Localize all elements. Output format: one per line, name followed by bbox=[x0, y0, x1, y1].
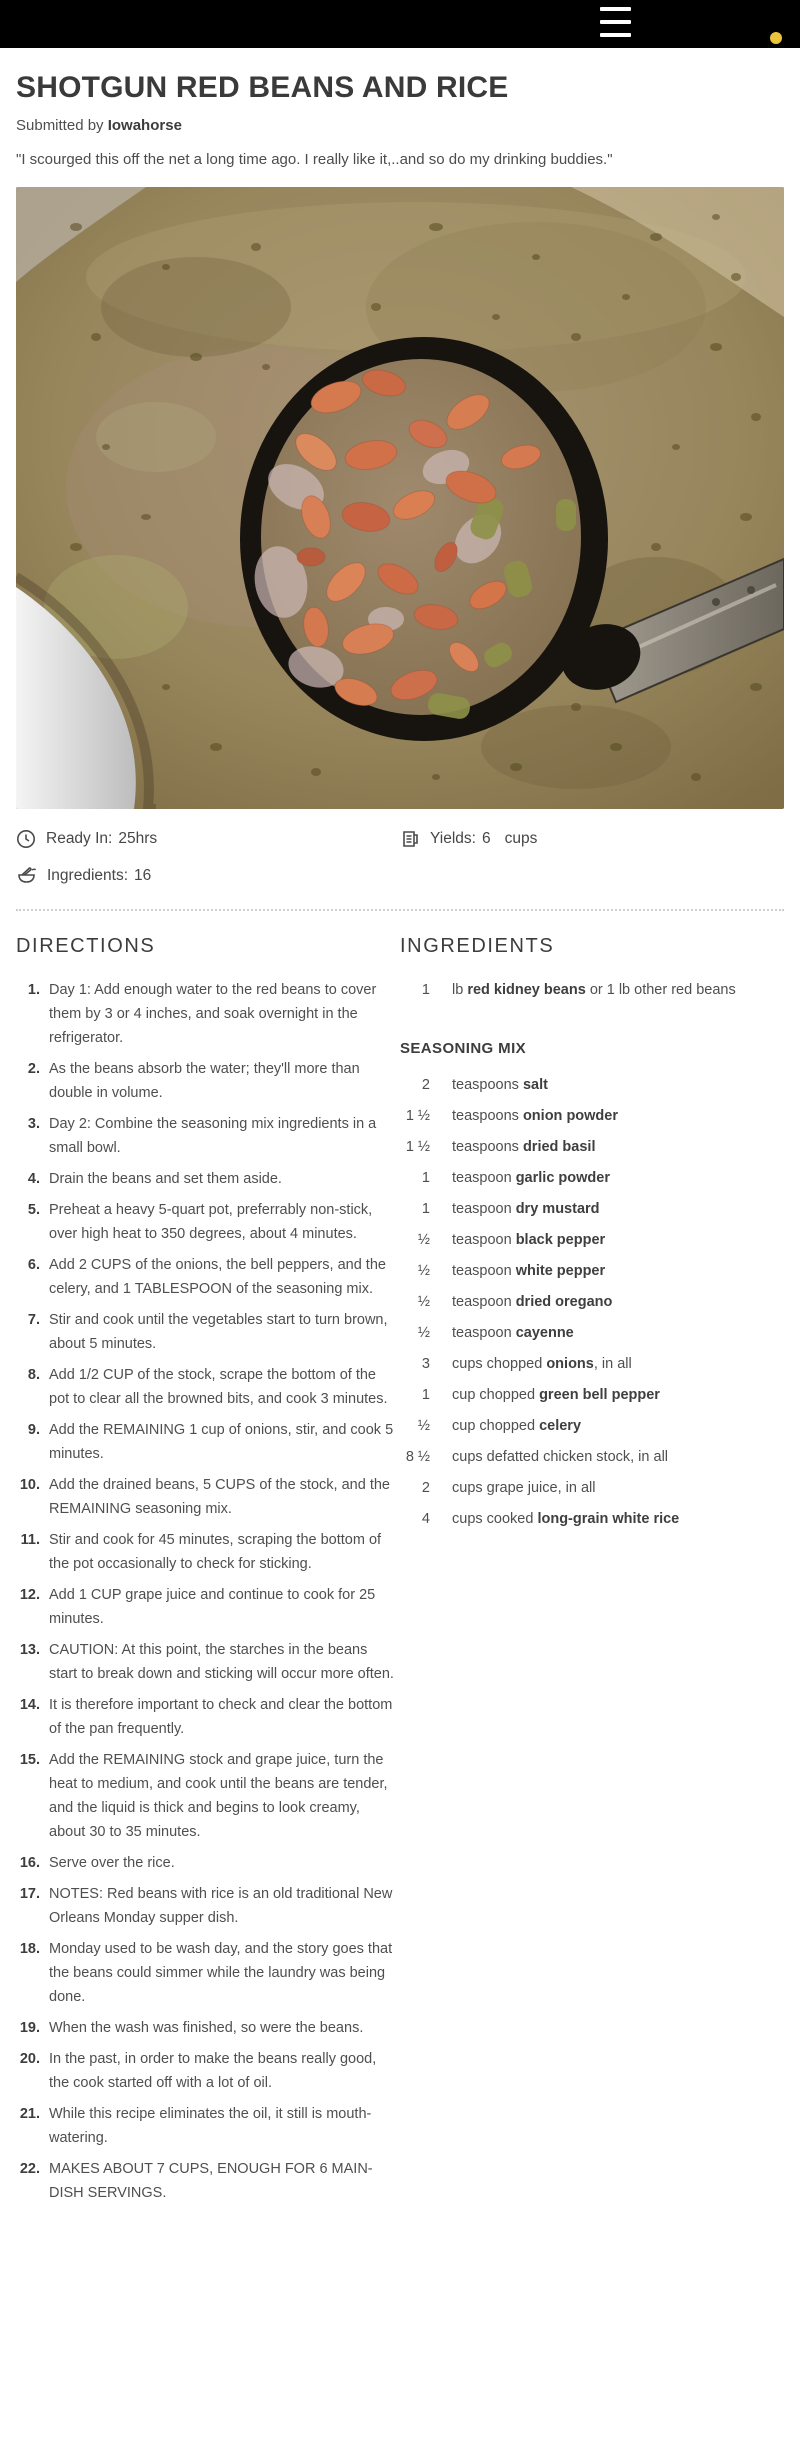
ingredient-desc: teaspoon bbox=[452, 1170, 516, 1186]
ingredient-quantity: 1 bbox=[421, 1170, 430, 1186]
step-text: Add the REMAINING 1 cup of onions, stir, and cook 5 minutes. bbox=[49, 1422, 394, 1462]
step-text: CAUTION: At this point, the starches in the beans start to break down and sticking will occur more often. bbox=[49, 1642, 394, 1682]
step-text: Preheat a heavy 5-quart pot, preferrably non-stick, over high heat to 350 degrees, about 4 minutes. bbox=[49, 1202, 373, 1242]
ingredient-name: dry mustard bbox=[515, 1201, 600, 1217]
ingredient-quantity: 1 bbox=[421, 1387, 430, 1403]
ingredient-row bbox=[400, 1166, 784, 1190]
yellow-dot-button[interactable] bbox=[770, 32, 782, 44]
direction-step bbox=[16, 1363, 394, 1411]
ingredient-row bbox=[400, 1476, 784, 1500]
ingredient-text bbox=[452, 1507, 679, 1531]
ingredient-quantity: ½ bbox=[417, 1232, 430, 1248]
ingredient-quantity: ½ bbox=[417, 1263, 430, 1279]
step-text: Day 1: Add enough water to the red beans to cover them by 3 or 4 inches, and soak overnight in the refrigerator. bbox=[49, 982, 377, 1046]
direction-step bbox=[16, 1057, 394, 1105]
step-number: 7. bbox=[27, 1312, 40, 1328]
direction-step bbox=[16, 1693, 394, 1741]
step-number: 14. bbox=[19, 1697, 40, 1713]
step-text: Day 2: Combine the seasoning mix ingredients in a small bowl. bbox=[49, 1116, 377, 1156]
recipe-page bbox=[0, 71, 800, 2212]
ingredient-desc: teaspoon bbox=[452, 1232, 516, 1248]
ingredient-desc: or 1 lb other red beans bbox=[585, 982, 736, 998]
ingredient-text bbox=[452, 1290, 612, 1314]
step-number: 17. bbox=[19, 1886, 40, 1902]
ingredient-quantity: 2 bbox=[421, 1077, 430, 1093]
ingredient-desc: cups defatted chicken stock, in all bbox=[452, 1449, 669, 1465]
ingredient-name: dried basil bbox=[522, 1139, 596, 1155]
ingredient-row bbox=[400, 1321, 784, 1345]
ingredient-quantity: 1 ½ bbox=[405, 1108, 430, 1124]
step-text: As the beans absorb the water; they'll more than double in volume. bbox=[49, 1061, 360, 1101]
ingredient-quantity: 3 bbox=[421, 1356, 430, 1372]
step-text: Add 1 CUP grape juice and continue to cook for 25 minutes. bbox=[49, 1587, 376, 1627]
ingredient-quantity: 1 bbox=[421, 1201, 430, 1217]
step-text: MAKES ABOUT 7 CUPS, ENOUGH FOR 6 MAIN-DISH SERVINGS. bbox=[49, 2161, 373, 2201]
ingredient-desc: teaspoons bbox=[452, 1108, 523, 1124]
ingredient-text bbox=[452, 1135, 595, 1159]
step-number: 21. bbox=[19, 2106, 40, 2122]
ingredient-row bbox=[400, 1445, 784, 1469]
ingredient-desc: , in all bbox=[593, 1356, 632, 1372]
direction-step bbox=[16, 2157, 394, 2205]
ingredient-desc: teaspoons bbox=[452, 1139, 523, 1155]
recipe-photo bbox=[16, 187, 784, 809]
yields-unit: cups bbox=[504, 829, 538, 847]
ingredient-row bbox=[400, 1104, 784, 1128]
direction-step bbox=[16, 2016, 394, 2040]
ingredient-row bbox=[400, 1414, 784, 1438]
yields-label: Yields: bbox=[430, 829, 476, 847]
ingredient-name: salt bbox=[522, 1077, 548, 1093]
direction-step bbox=[16, 1112, 394, 1160]
ingredient-text bbox=[452, 1321, 574, 1345]
step-text: Serve over the rice. bbox=[49, 1855, 175, 1871]
ingredient-quantity: 2 bbox=[421, 1480, 430, 1496]
ingredient-name: dried oregano bbox=[515, 1294, 613, 1310]
ingredient-desc: cup chopped bbox=[452, 1418, 540, 1434]
ingredient-desc: cups chopped bbox=[452, 1356, 547, 1372]
step-number: 16. bbox=[19, 1855, 40, 1871]
clock-icon bbox=[16, 829, 36, 849]
ingredient-name: green bell pepper bbox=[539, 1387, 660, 1403]
direction-step bbox=[16, 1583, 394, 1631]
ingredient-row bbox=[400, 1383, 784, 1407]
direction-step bbox=[16, 1418, 394, 1466]
ingredient-quantity: ½ bbox=[417, 1418, 430, 1434]
ingredient-row bbox=[400, 1507, 784, 1531]
step-number: 6. bbox=[27, 1257, 40, 1273]
ingredient-text bbox=[452, 1383, 660, 1407]
ingredient-name: black pepper bbox=[515, 1232, 606, 1248]
directions-heading: DIRECTIONS bbox=[16, 935, 156, 957]
submitted-by-label: Submitted by bbox=[16, 117, 104, 134]
step-text: NOTES: Red beans with rice is an old traditional New Orleans Monday supper dish. bbox=[49, 1886, 393, 1926]
step-number: 1. bbox=[27, 982, 40, 998]
step-number: 19. bbox=[19, 2020, 40, 2036]
ingredient-text bbox=[452, 978, 736, 1002]
yields bbox=[400, 820, 784, 857]
step-number: 3. bbox=[27, 1116, 40, 1132]
ingredient-quantity: 1 bbox=[421, 982, 430, 998]
ingredients-count bbox=[16, 857, 400, 894]
ingredient-row bbox=[400, 1073, 784, 1097]
ingredient-text bbox=[452, 1228, 605, 1252]
recipe-meta bbox=[16, 820, 784, 894]
step-text: In the past, in order to make the beans really good, the cook started off with a lot of oil. bbox=[49, 2051, 377, 2091]
ingredient-name: onion powder bbox=[522, 1108, 618, 1124]
step-text: Drain the beans and set them aside. bbox=[49, 1171, 282, 1187]
step-text: Add 2 CUPS of the onions, the bell peppers, and the celery, and 1 TABLESPOON of the seasoning mix. bbox=[49, 1257, 386, 1297]
direction-step bbox=[16, 1851, 394, 1875]
ingredient-desc: teaspoons bbox=[452, 1077, 523, 1093]
ingredient-text bbox=[452, 1166, 610, 1190]
step-number: 11. bbox=[20, 1532, 40, 1548]
step-number: 8. bbox=[27, 1367, 40, 1383]
direction-step bbox=[16, 1198, 394, 1246]
ingredient-quantity: ½ bbox=[417, 1325, 430, 1341]
hamburger-menu-icon[interactable] bbox=[600, 7, 631, 38]
ingredients-count-label: Ingredients: bbox=[47, 866, 128, 884]
ingredient-desc: cups cooked bbox=[452, 1511, 538, 1527]
ingredient-name: garlic powder bbox=[515, 1170, 610, 1186]
step-number: 5. bbox=[27, 1202, 40, 1218]
step-text: When the wash was finished, so were the beans. bbox=[49, 2020, 364, 2036]
ready-in-value: 25hrs bbox=[118, 829, 158, 847]
ingredient-text bbox=[452, 1104, 618, 1128]
direction-step bbox=[16, 1882, 394, 1930]
ingredient-text bbox=[452, 1197, 600, 1221]
step-number: 2. bbox=[27, 1061, 40, 1077]
ingredient-text bbox=[452, 1259, 605, 1283]
yields-value: 6 bbox=[481, 829, 491, 847]
step-text: Add the REMAINING stock and grape juice, turn the heat to medium, and cook until the beans are tender, and the liquid is thick and begins to look creamy, about 30 to 35 minutes. bbox=[49, 1752, 388, 1840]
directions-list bbox=[16, 978, 394, 2205]
step-text: While this recipe eliminates the oil, it still is mouth-watering. bbox=[49, 2106, 372, 2146]
ingredient-name: white pepper bbox=[515, 1263, 606, 1279]
submitted-line bbox=[16, 117, 784, 134]
direction-step bbox=[16, 1748, 394, 1844]
ingredient-quantity: 8 ½ bbox=[405, 1449, 430, 1465]
ingredient-desc: cup chopped bbox=[452, 1387, 540, 1403]
ingredient-name: red kidney beans bbox=[467, 982, 586, 998]
submitter-username[interactable]: Iowahorse bbox=[107, 117, 182, 134]
measuring-cup-icon bbox=[400, 829, 420, 849]
ingredient-quantity: 4 bbox=[421, 1511, 430, 1527]
step-text: Add 1/2 CUP of the stock, scrape the bottom of the pot to clear all the browned bits, and cook 3 minutes. bbox=[49, 1367, 388, 1407]
directions-section bbox=[16, 911, 394, 2212]
step-number: 18. bbox=[19, 1941, 40, 1957]
ingredient-desc: lb bbox=[452, 982, 468, 998]
ingredients-groups bbox=[400, 978, 784, 1531]
direction-step bbox=[16, 1937, 394, 2009]
ingredient-desc: cups grape juice, in all bbox=[452, 1480, 596, 1496]
direction-step bbox=[16, 1253, 394, 1301]
direction-step bbox=[16, 2047, 394, 2095]
ingredient-group-heading: SEASONING MIX bbox=[400, 1040, 527, 1057]
ingredient-text bbox=[452, 1476, 595, 1500]
step-text: It is therefore important to check and clear the bottom of the pan frequently. bbox=[49, 1697, 393, 1737]
recipe-description: "I scourged this off the net a long time ago. I really like it,..and so do my drinking buddies." bbox=[16, 151, 613, 168]
step-number: 22. bbox=[19, 2161, 40, 2177]
ingredient-row bbox=[400, 1352, 784, 1376]
ingredient-quantity: 1 ½ bbox=[405, 1139, 430, 1155]
ready-in bbox=[16, 820, 400, 857]
ingredient-name: onions bbox=[546, 1356, 594, 1372]
ingredient-text bbox=[452, 1414, 581, 1438]
step-number: 20. bbox=[19, 2051, 40, 2067]
direction-step bbox=[16, 1167, 394, 1191]
direction-step bbox=[16, 1308, 394, 1356]
ingredient-row bbox=[400, 1197, 784, 1221]
direction-step bbox=[16, 1638, 394, 1686]
ingredient-name: cayenne bbox=[515, 1325, 574, 1341]
ingredient-desc: teaspoon bbox=[452, 1263, 516, 1279]
ingredient-row bbox=[400, 1228, 784, 1252]
direction-step bbox=[16, 978, 394, 1050]
page-title: SHOTGUN RED BEANS AND RICE bbox=[16, 71, 509, 104]
ingredient-row bbox=[400, 1135, 784, 1159]
step-number: 13. bbox=[19, 1642, 40, 1658]
ingredient-row bbox=[400, 1290, 784, 1314]
step-text: Stir and cook for 45 minutes, scraping the bottom of the pot occasionally to check for sticking. bbox=[49, 1532, 382, 1572]
step-text: Stir and cook until the vegetables start to turn brown, about 5 minutes. bbox=[49, 1312, 388, 1352]
ingredient-desc: teaspoon bbox=[452, 1325, 516, 1341]
ingredient-name: long-grain white rice bbox=[537, 1511, 680, 1527]
step-number: 10. bbox=[19, 1477, 40, 1493]
ingredients-heading: INGREDIENTS bbox=[400, 935, 555, 957]
step-number: 4. bbox=[27, 1171, 40, 1187]
step-text: Monday used to be wash day, and the story goes that the beans could simmer while the laundry was being done. bbox=[49, 1941, 393, 2005]
mortar-pestle-icon bbox=[16, 866, 37, 886]
step-text: Add the drained beans, 5 CUPS of the stock, and the REMAINING seasoning mix. bbox=[49, 1477, 390, 1517]
ingredient-text bbox=[452, 1445, 668, 1469]
step-number: 9. bbox=[27, 1422, 40, 1438]
ingredient-row bbox=[400, 978, 784, 1002]
ingredients-count-value: 16 bbox=[134, 866, 152, 884]
ingredient-row bbox=[400, 1259, 784, 1283]
ingredient-desc: teaspoon bbox=[452, 1201, 516, 1217]
ingredient-desc: teaspoon bbox=[452, 1294, 516, 1310]
ingredient-text bbox=[452, 1352, 632, 1376]
direction-step bbox=[16, 1528, 394, 1576]
ingredient-text bbox=[452, 1073, 548, 1097]
step-number: 12. bbox=[19, 1587, 40, 1603]
direction-step bbox=[16, 1473, 394, 1521]
ready-in-label: Ready In: bbox=[46, 829, 113, 847]
ingredient-quantity: ½ bbox=[417, 1294, 430, 1310]
top-navigation-bar bbox=[0, 0, 800, 48]
direction-step bbox=[16, 2102, 394, 2150]
ingredients-section bbox=[400, 911, 784, 1538]
step-number: 15. bbox=[19, 1752, 40, 1768]
ingredient-name: celery bbox=[539, 1418, 582, 1434]
